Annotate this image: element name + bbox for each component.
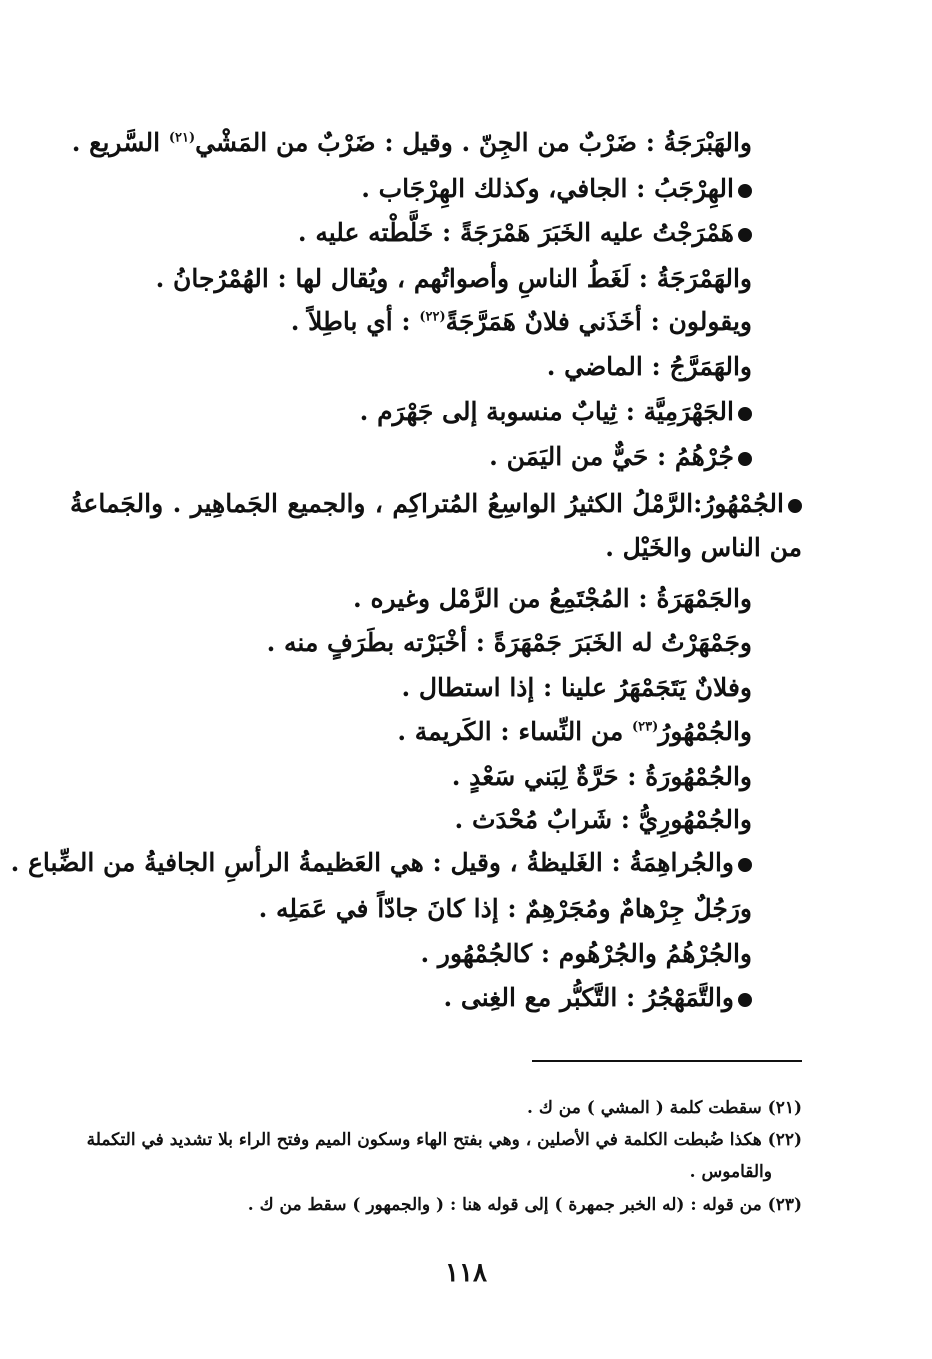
entry-text: والجُرْهُمُ والجُرْهُوم : كالجُمْهُور . <box>420 939 752 968</box>
footnote-ref-21: (٢١) <box>168 130 196 146</box>
entry-jumhur-nisa <box>60 715 752 749</box>
entry-text: والهَمَرَّجُ : الماضي . <box>546 352 752 381</box>
entry-text: جُرْهُمُ : حَيٌّ من اليَمَن . <box>489 442 734 471</box>
entry-yaqulun <box>60 305 752 339</box>
entry-text-tail: : أي باطِلاً . <box>290 307 420 336</box>
entry-jurhum <box>60 440 752 474</box>
entry-text: والجُمْهُورِيُّ : شَرابٌ مُحْدَث . <box>454 805 752 834</box>
bullet-icon <box>738 452 752 466</box>
entry-text: والجُراهِمَةُ : الغَليظةُ ، وقيل : هي العَظيمةُ الرأسِ الجافيةُ من الضِّباع . <box>10 848 734 877</box>
entry-tamahjur <box>60 981 752 1015</box>
entry-yatajamhar <box>60 671 752 705</box>
footnote-text: (٢١) سقطت كلمة ( المشي ) من ك . <box>527 1098 802 1118</box>
entry-hamarraj <box>60 350 752 384</box>
entry-jamhartu <box>60 626 752 660</box>
footnote-text: والقاموس . <box>689 1162 772 1182</box>
entry-text: والجُمْهُورَةُ : حَرَّةٌ لِبَني سَعْدٍ . <box>451 762 752 791</box>
footnote-text: (٢٣) من قوله : (له الخبر جمهرة ) إلى قوله هنا : ( والجمهور ) سقط من ك . <box>247 1195 802 1215</box>
entry-text: وجَمْهَرْتُ له الخَبَرَ جَمْهَرَةً : أخْبَرْته بطَرَفٍ منه . <box>266 628 752 657</box>
entry-text: والهَبْرَجَةُ : ضَرْبٌ من الجِنّ . وقيل : ضَرْبٌ من المَشْي <box>195 128 752 157</box>
footnote-21 <box>70 1096 802 1120</box>
entry-habraja <box>60 126 752 160</box>
bullet-icon <box>738 184 752 198</box>
entry-jurhum-jurhum <box>60 937 752 971</box>
entry-hamrajtu <box>60 216 752 250</box>
entry-jumhuri <box>60 803 752 837</box>
bullet-icon <box>738 407 752 421</box>
bullet-icon <box>738 858 752 872</box>
entry-jumhur-wrapped <box>70 482 802 570</box>
footnote-separator <box>532 1060 802 1062</box>
footnote-ref-23: (٢٣) <box>631 719 659 735</box>
entry-hirjab <box>60 172 752 206</box>
entry-jahramiyya <box>60 395 752 429</box>
entry-text: ورَجُلٌ جِرْهامٌ ومُجَرْهِمٌ : إذا كانَ جادّاً في عَمَلِه . <box>258 894 752 923</box>
bullet-icon <box>788 499 802 513</box>
entry-text: والهَمْرَجَةُ : لَغَطُ الناسِ وأصواتُهم ، ويُقال لها : الهُمْرُجانُ . <box>155 264 752 293</box>
footnote-text: (٢٢) هكذا ضُبطت الكلمة في الأصلين ، وهي بفتح الهاء وسكون الميم وفتح الراء بلا تشديد في التكملة <box>86 1130 802 1150</box>
entry-jumhura <box>60 760 752 794</box>
entry-hamraja <box>60 262 752 296</box>
bullet-icon <box>738 228 752 242</box>
entry-text: ويقولون : أخَذَني فلانٌ هَمَرَّجَةً <box>445 307 752 336</box>
footnote-22 <box>70 1128 802 1152</box>
entry-jamhara <box>60 582 752 616</box>
bullet-icon <box>738 993 752 1007</box>
footnote-ref-22: (٢٢) <box>419 309 446 325</box>
entry-jurahima <box>10 846 752 880</box>
entry-text-tail: من النِّساء : الكَريمة . <box>397 717 632 746</box>
entry-jirham <box>60 892 752 926</box>
entry-text: والجُمْهُورُ <box>658 717 752 746</box>
entry-text: هَمْرَجْتُ عليه الخَبَرَ هَمْرَجَةً : خَلَّطْته عليه . <box>297 218 734 247</box>
entry-text: الهِرْجَبُ : الجافي، وكذلك الهِرْجَاب . <box>361 174 734 203</box>
page-number: ١١٨ <box>445 1258 487 1288</box>
entry-text: الجَهْرَمِيَّة : ثِيابٌ منسوبة إلى جَهْرَم . <box>359 397 734 426</box>
entry-text: والتَّمَهْجُرُ : التَّكبُّر مع الغِنى . <box>443 983 734 1012</box>
entry-text-tail: السَّريع . <box>71 128 169 157</box>
entry-text: الجُمْهُورُ:الرَّمْلُ الكثيرُ الواسِعُ المُتراكِم ، والجميع الجَماهِير . والجَماعةُ من الناس والخَيْل . <box>70 489 802 562</box>
footnote-23 <box>70 1193 802 1217</box>
entry-text: والجَمْهَرَةُ : المُجْتَمِعُ من الرَّمْل وغيره . <box>353 584 752 613</box>
entry-text: وفلانٌ يَتَجَمْهَرُ علينا : إذا استطال . <box>401 673 752 702</box>
footnote-22-continued <box>70 1160 772 1184</box>
